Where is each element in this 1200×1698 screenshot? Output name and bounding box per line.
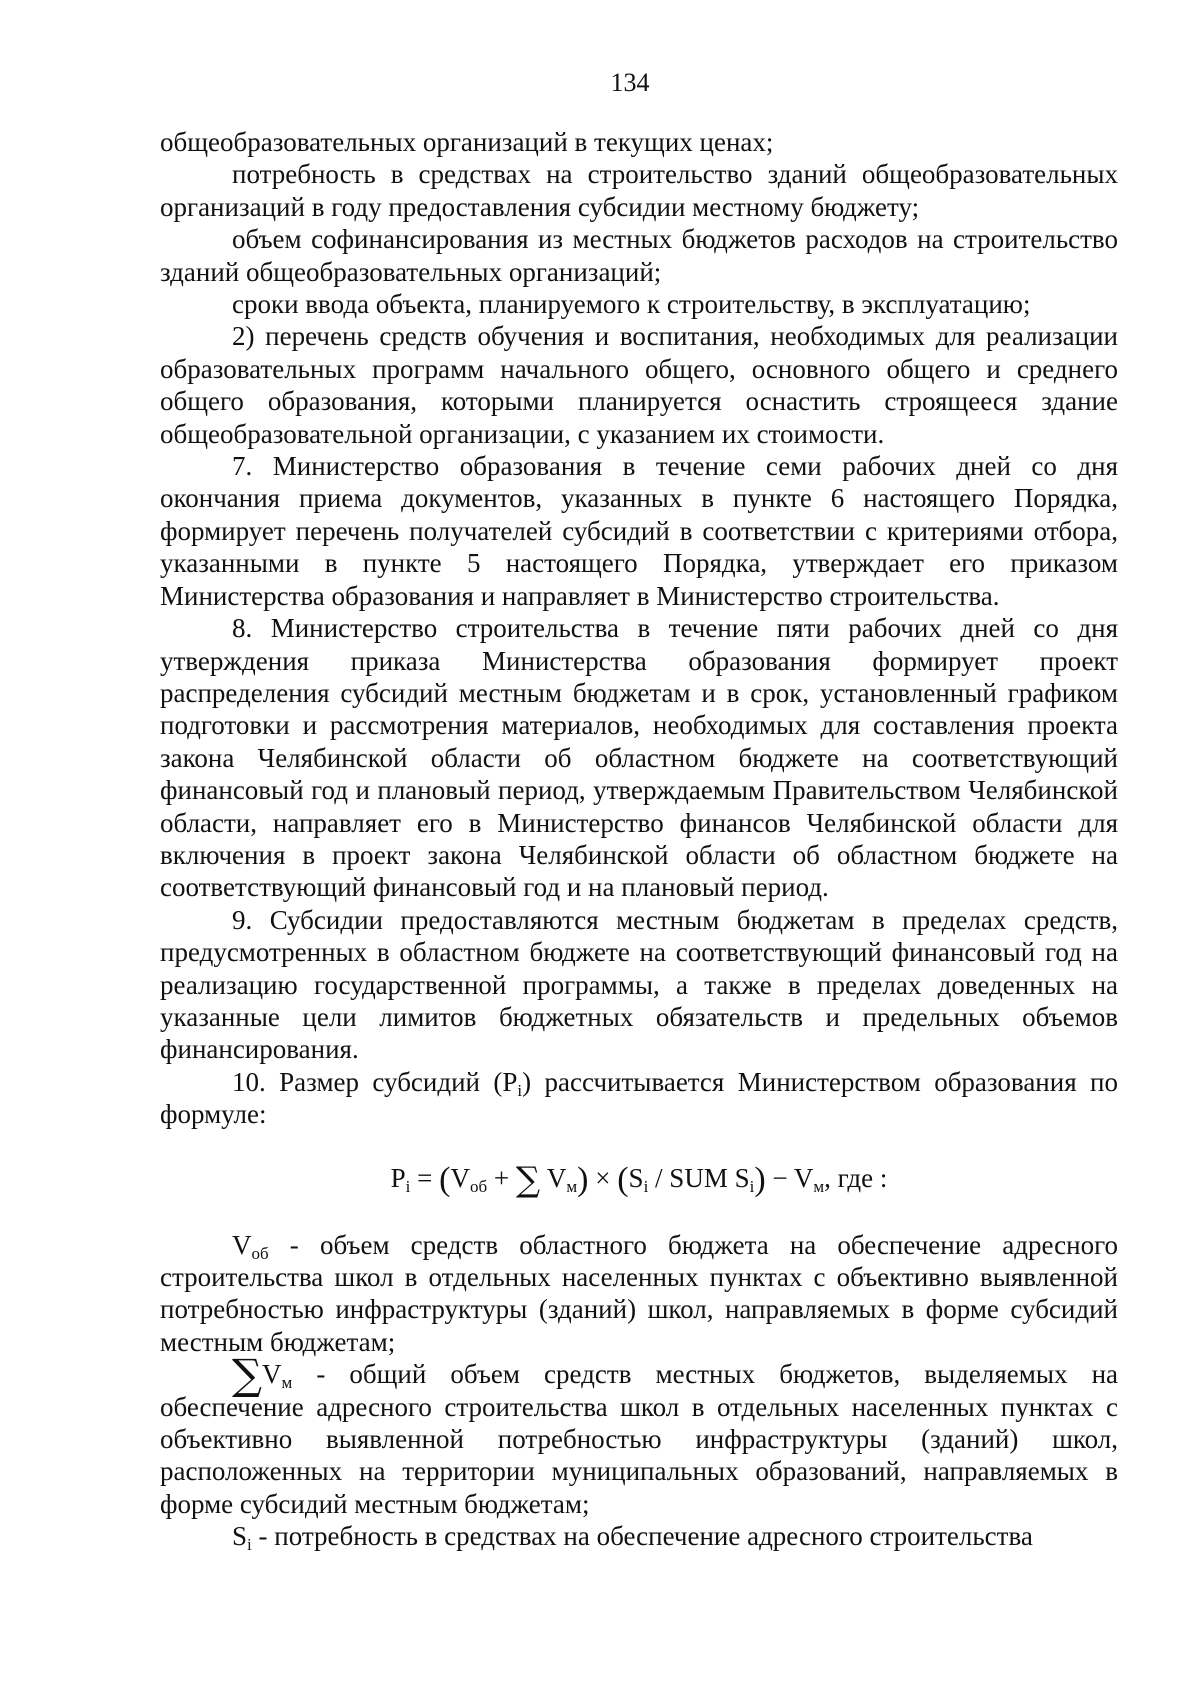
page-number: 134	[610, 68, 650, 97]
definition-sum-v-m: $\sum V_м$ - общий объем средств местных бюджетов, выделяемых на обеспечение адресного строительства школ в отдельных населенных пунктах с объективно выявленной потребностью инфраструктуры (зданий) школ, расположенных на территории муниципальных образований, направляемых в форме субсидий местным бюджетам;	[160, 1350, 1118, 1519]
para10-subscript: i	[517, 1080, 523, 1100]
paragraph-item-10	[160, 1066, 1118, 1131]
definition-s-i: $S_i$ - потребность в средствах на обеспечение адресного строительства	[232, 1521, 1033, 1555]
paragraph: 2) перечень средств обучения и воспитания, необходимых для реализации образовательных программ начального общего, основного общего и среднего общего образования, которыми планируется оснастить строящееся здание общеобразовательной организации, с указанием их стоимости.	[160, 321, 1118, 449]
para10-text-start: 10. Размер субсидий (P	[232, 1066, 518, 1097]
formula-p: P	[390, 1162, 406, 1193]
paragraph: объем софинансирования из местных бюджетов расходов на строительство зданий общеобразовательных организаций;	[160, 224, 1118, 287]
sum-symbol-icon: ∑	[232, 1350, 262, 1400]
definition-v-ob: $V_{об}$ - объем средств областного бюджета на обеспечение адресного строительства школ в отдельных населенных пунктах с объективно выявленной потребностью инфраструктуры (зданий) школ, направляемых в форме субсидий местным бюджетам;	[160, 1229, 1118, 1357]
paragraph: потребность в средствах на строительство зданий общеобразовательных организаций в году предоставления субсидии местному бюджету;	[160, 159, 1118, 222]
paragraph-item-8: 8. Министерство строительства в течение пяти рабочих дней со дня утверждения приказа Министерства образования формирует проект распределения субсидий местным бюджетам и в срок, установленный графиком подготовки и рассмотрения материалов, необходимых для составления проекта закона Челябинской области об областном бюджете на соответствующий финансовый год и плановый период, утверждаемым Правительством Челябинской области, направляет его в Министерство финансов Челябинской области для включения в проект закона Челябинской области об областном бюджете на соответствующий финансовый год и на плановый период.	[160, 613, 1118, 903]
sum-symbol-icon: ∑	[515, 1159, 541, 1200]
para10-text-end: ) рассчитывается Министерством образования по формуле:	[160, 1066, 1118, 1130]
subsidy-formula: $P_i = (V_{об}$ + ∑ $V_м) \times (S_i$ / SUM $S_i) - V_м$, где :	[390, 1159, 888, 1200]
paragraph: общеобразовательных организаций в текущих ценах;	[160, 127, 774, 157]
paragraph: сроки ввода объекта, планируемого к строительству, в эксплуатацию;	[232, 289, 1031, 320]
body-text	[160, 126, 1118, 1553]
paragraph-item-7: 7. Министерство образования в течение семи рабочих дней со дня окончания приема документов, указанных в пункте 6 настоящего Порядка, формирует перечень получателей субсидий в соответствии с критериями отбора, указанными в пункте 5 настоящего Порядка, утверждает его приказом Министерства образования и направляет в Министерство строительства.	[160, 451, 1118, 611]
paragraph-item-9: 9. Субсидии предоставляются местным бюджетам в пределах средств, предусмотренных в областном бюджете на соответствующий финансовый год на реализацию государственной программы, а также в пределах доведенных на указанные цели лимитов бюджетных обязательств и предельных объемов финансирования.	[160, 904, 1118, 1065]
